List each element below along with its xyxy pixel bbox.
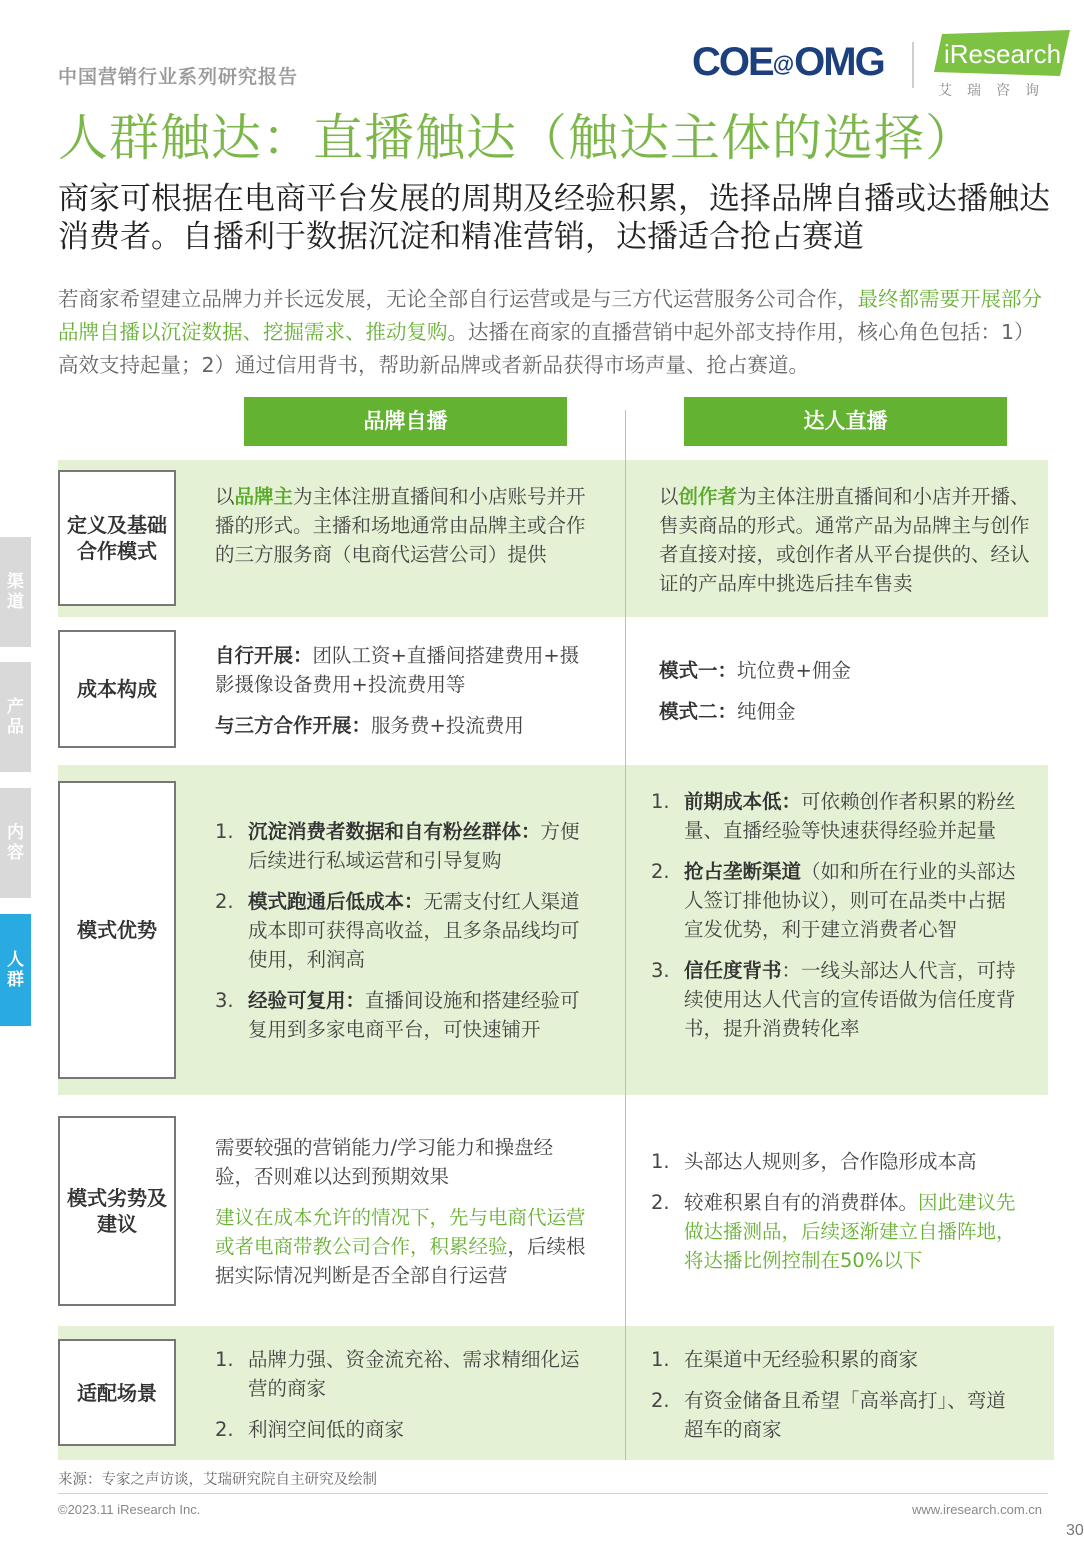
side-tab-content[interactable]: 内容 [0,788,31,898]
list-item-title: 经验可复用： [248,989,366,1012]
website-link[interactable]: www.iresearch.com.cn [912,1502,1043,1517]
definition-brand-highlight: 品牌主 [234,485,294,508]
list-item [215,817,585,875]
list-number: 1. [215,1348,234,1371]
list-item [651,787,1021,845]
row-label-definition: 定义及基础合作模式 [58,470,176,606]
list-item [215,887,585,974]
list-item-title: 沉淀消费者数据和自有粉丝群体： [248,820,541,843]
intro-highlight: 最终都需要开展部分品牌自播以沉淀数据、挖掘需求、推动复购 [58,287,1042,344]
list-number: 3. [215,989,234,1012]
list-number: 2. [651,860,670,883]
suggestion-highlight: 建议在成本允许的情况下，先与电商代运营或者电商带教公司合作，积累经验 [215,1206,586,1258]
cost-brand-item [215,711,585,740]
list-item-text: ：一线头部达人代言，可持续使用达人代言的宣传语做为信任度背书，提升消费转化率 [684,959,1016,1040]
list-number: 1. [215,820,234,843]
scenarios-influencer-list [651,1345,1021,1444]
cost-influencer-item-title: 模式一： [659,659,738,682]
list-item-text: 较难积累自有的消费群体。 [684,1191,919,1214]
page-title: 人群触达：直播触达（触达主体的选择） [58,109,976,167]
row-label-cost: 成本构成 [58,630,176,748]
coe-at-symbol: @ [772,51,795,77]
cost-brand-item-text: 团队工资+直播间搭建费用+摄影摄像设备费用+投流费用等 [215,644,580,696]
coe-omg-logo [692,40,884,85]
column-header-brand-self-live: 品牌自播 [244,397,567,446]
list-item-text: 利润空间低的商家 [248,1418,405,1441]
side-tab-product[interactable]: 产品 [0,662,31,772]
definition-influencer-highlight: 创作者 [678,485,738,508]
list-item-text: 品牌力强、资金流充裕、需求精细化运营的商家 [248,1348,580,1400]
list-item [215,986,585,1044]
definition-brand-text: 为主体注册直播间和小店账号并开播的形式。主播和场地通常由品牌主或合作的三方服务商（电商代运营公司）提供 [215,485,586,566]
side-tab-channel[interactable]: 渠道 [0,537,31,647]
list-item [215,1415,585,1444]
iresearch-logo-text: iResearch [944,39,1062,69]
list-number: 1. [651,790,670,813]
row-label-disadvantages: 模式劣势及建议 [58,1116,176,1306]
footer-divider [58,1493,1048,1494]
column-header-influencer-live: 达人直播 [684,397,1007,446]
list-number: 3. [651,959,670,982]
list-item-title: 信任度背书 [684,959,782,982]
definition-influencer-pre: 以 [659,485,679,508]
list-item [651,857,1021,944]
list-item [651,1345,1021,1374]
advantages-influencer-list [651,787,1021,1043]
list-item [651,1188,1021,1275]
row-label-scenarios: 适配场景 [58,1339,176,1446]
advantages-brand-list [215,817,585,1044]
logo-divider [912,42,914,88]
cost-brand-item [215,641,585,699]
list-item-text: 直播间设施和搭建经验可复用到多家电商平台，可快速铺开 [248,989,580,1041]
list-item [651,1386,1021,1444]
cost-influencer-cell [659,656,1039,726]
list-item [651,1147,1021,1176]
intro-text-2: 。达播在商家的直播营销中起外部支持作用，核心角色包括：1）高效支持起量；2）通过信用背书，帮助新品牌或者新品获得市场声量、抢占赛道。 [58,320,1035,377]
list-item-text: 方便后续进行私域运营和引导复购 [248,820,580,872]
list-number: 2. [651,1191,670,1214]
list-item-text: 在渠道中无经验积累的商家 [684,1348,919,1371]
definition-influencer-cell [659,482,1039,598]
cost-brand-item-title: 自行开展： [215,644,313,667]
cost-influencer-item [659,697,1039,726]
list-item-text: 可依赖创作者积累的粉丝量、直播经验等快速获得经验并起量 [684,790,1016,842]
cost-influencer-item-text: 坑位费+佣金 [737,659,851,682]
list-item-title: 抢占垄断渠道 [684,860,802,883]
list-number: 2. [215,1418,234,1441]
list-item-title: 模式跑通后低成本： [248,890,424,913]
cost-influencer-item-title: 模式二： [659,700,738,723]
definition-brand-cell [215,482,590,569]
list-item [651,956,1021,1043]
coe-logo-text: COE [692,40,773,84]
page-number: 30 [1066,1522,1084,1539]
cost-influencer-item-text: 纯佣金 [737,700,796,723]
list-number: 1. [651,1348,670,1371]
intro-paragraph [58,283,1048,382]
list-item-text: 有资金储备且希望「高举高打」、弯道超车的商家 [684,1389,1006,1441]
side-tab-audience[interactable]: 人群 [0,914,31,1026]
copyright: ©2023.11 iResearch Inc. [58,1502,201,1517]
iresearch-logo [934,30,1070,76]
cost-brand-cell [215,641,585,740]
disadvantages-influencer-list [651,1147,1021,1275]
page-subtitle: 商家可根据在电商平台发展的周期及经验积累，选择品牌自播或达播触达消费者。自播利于数据沉淀和精准营销，达播适合抢占赛道 [58,181,1050,255]
list-item-text: （如和所在行业的头部达人签订排他协议），则可在品类中占据宣发优势，利于建立消费者心智 [684,860,1016,941]
cost-brand-item-title: 与三方合作开展： [215,714,372,737]
list-number: 2. [215,890,234,913]
cost-influencer-item [659,656,1039,685]
disadvantages-brand-text: 需要较强的营销能力/学习能力和操盘经验，否则难以达到预期效果 [215,1136,554,1188]
list-item-text: 无需支付红人渠道成本即可获得高收益，且多条品线均可使用，利润高 [248,890,580,971]
report-series: 中国营销行业系列研究报告 [58,66,299,88]
column-divider [625,410,626,1460]
list-number: 1. [651,1150,670,1173]
list-item-text: 头部达人规则多，合作隐形成本高 [684,1150,977,1173]
list-item-title: 前期成本低： [684,790,802,813]
list-number: 2. [651,1389,670,1412]
list-item [215,1345,585,1403]
disadvantages-brand-suggestion [215,1203,590,1290]
row-label-advantages: 模式优势 [58,781,176,1079]
disadvantages-brand-cell [215,1133,590,1290]
definition-brand-pre: 以 [215,485,235,508]
suggestion-text: ，后续根据实际情况判断是否全部自行运营 [215,1235,586,1287]
source-note: 来源：专家之声访谈，艾瑞研究院自主研究及绘制 [58,1472,377,1488]
list-item-highlight: 因此建议先做达播测品，后续逐渐建立自播阵地，将达播比例控制在50%以下 [684,1191,1016,1272]
omg-logo-text: OMG [794,40,884,84]
definition-influencer-text: 为主体注册直播间和小店并开播、售卖商品的形式。通常产品为品牌主与创作者直接对接，或创作者从平台提供的、经认证的产品库中挑选后挂车售卖 [659,485,1030,595]
scenarios-brand-list [215,1345,585,1444]
iresearch-cn-name: 艾瑞咨询 [938,83,1054,99]
intro-text-1: 若商家希望建立品牌力并长远发展，无论全部自行运营或是与三方代运营服务公司合作， [58,287,858,311]
cost-brand-item-text: 服务费+投流费用 [371,714,524,737]
